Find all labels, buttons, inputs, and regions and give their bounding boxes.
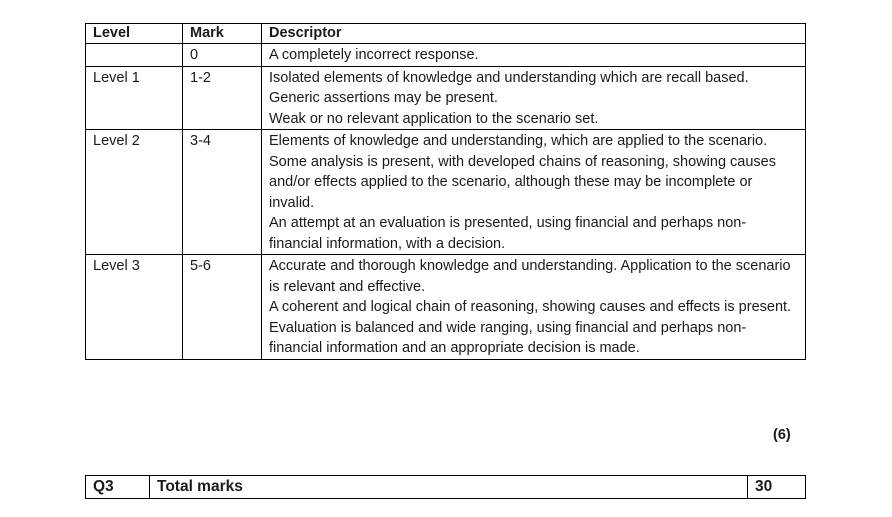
- mark-cell: 0: [183, 44, 262, 67]
- question-total-table: [85, 475, 806, 499]
- descriptor-line: Weak or no relevant application to the scenario set.: [269, 110, 599, 127]
- mark-cell: 1-2: [183, 66, 262, 130]
- total-row: [86, 476, 806, 499]
- descriptor-line: Elements of knowledge and understanding, which are applied to the scenario.: [269, 133, 768, 149]
- descriptor-line: Generic assertions may be present.: [269, 90, 498, 106]
- descriptor-line: Some analysis is present, with developed chains of reasoning, showing causes and/or effects applied to the scenario, although these may be incomplete or invalid.: [269, 153, 776, 211]
- descriptor-line: A coherent and logical chain of reasoning, showing causes and effects is present.: [269, 299, 792, 315]
- descriptor-cell: [262, 255, 806, 360]
- question-number: Q3: [86, 476, 150, 499]
- level-cell: Level 2: [86, 130, 183, 255]
- mark-scheme-table: [85, 23, 806, 360]
- mark-cell: 3-4: [183, 130, 262, 255]
- mark-header: Mark: [183, 24, 262, 44]
- table-row: [86, 130, 806, 255]
- level-cell: Level 1: [86, 66, 183, 130]
- descriptor-line: Evaluation is balanced and wide ranging, using financial and perhaps non-financial information and an appropriate decision is made.: [269, 319, 747, 356]
- level-cell: Level 3: [86, 255, 183, 360]
- descriptor-cell: [262, 130, 806, 255]
- descriptor-header: Descriptor: [262, 24, 806, 44]
- descriptor-line: A completely incorrect response.: [269, 47, 479, 63]
- header-row: [86, 24, 806, 44]
- table-row: [86, 255, 806, 360]
- table-row: [86, 66, 806, 130]
- total-marks-label: Total marks: [150, 476, 748, 499]
- level-header: Level: [86, 24, 183, 44]
- descriptor-cell: [262, 44, 806, 67]
- question-part-total: (6): [773, 427, 791, 443]
- total-marks-value: 30: [748, 476, 806, 499]
- descriptor-line: Accurate and thorough knowledge and understanding. Application to the scenario is relevant and effective.: [269, 258, 791, 295]
- descriptor-line: An attempt at an evaluation is presented, using financial and perhaps non-financial information, with a decision.: [269, 215, 747, 252]
- descriptor-line: Isolated elements of knowledge and understanding which are recall based.: [269, 69, 749, 86]
- descriptor-cell: [262, 66, 806, 130]
- level-cell: [86, 44, 183, 67]
- mark-cell: 5-6: [183, 255, 262, 360]
- table-row: [86, 44, 806, 67]
